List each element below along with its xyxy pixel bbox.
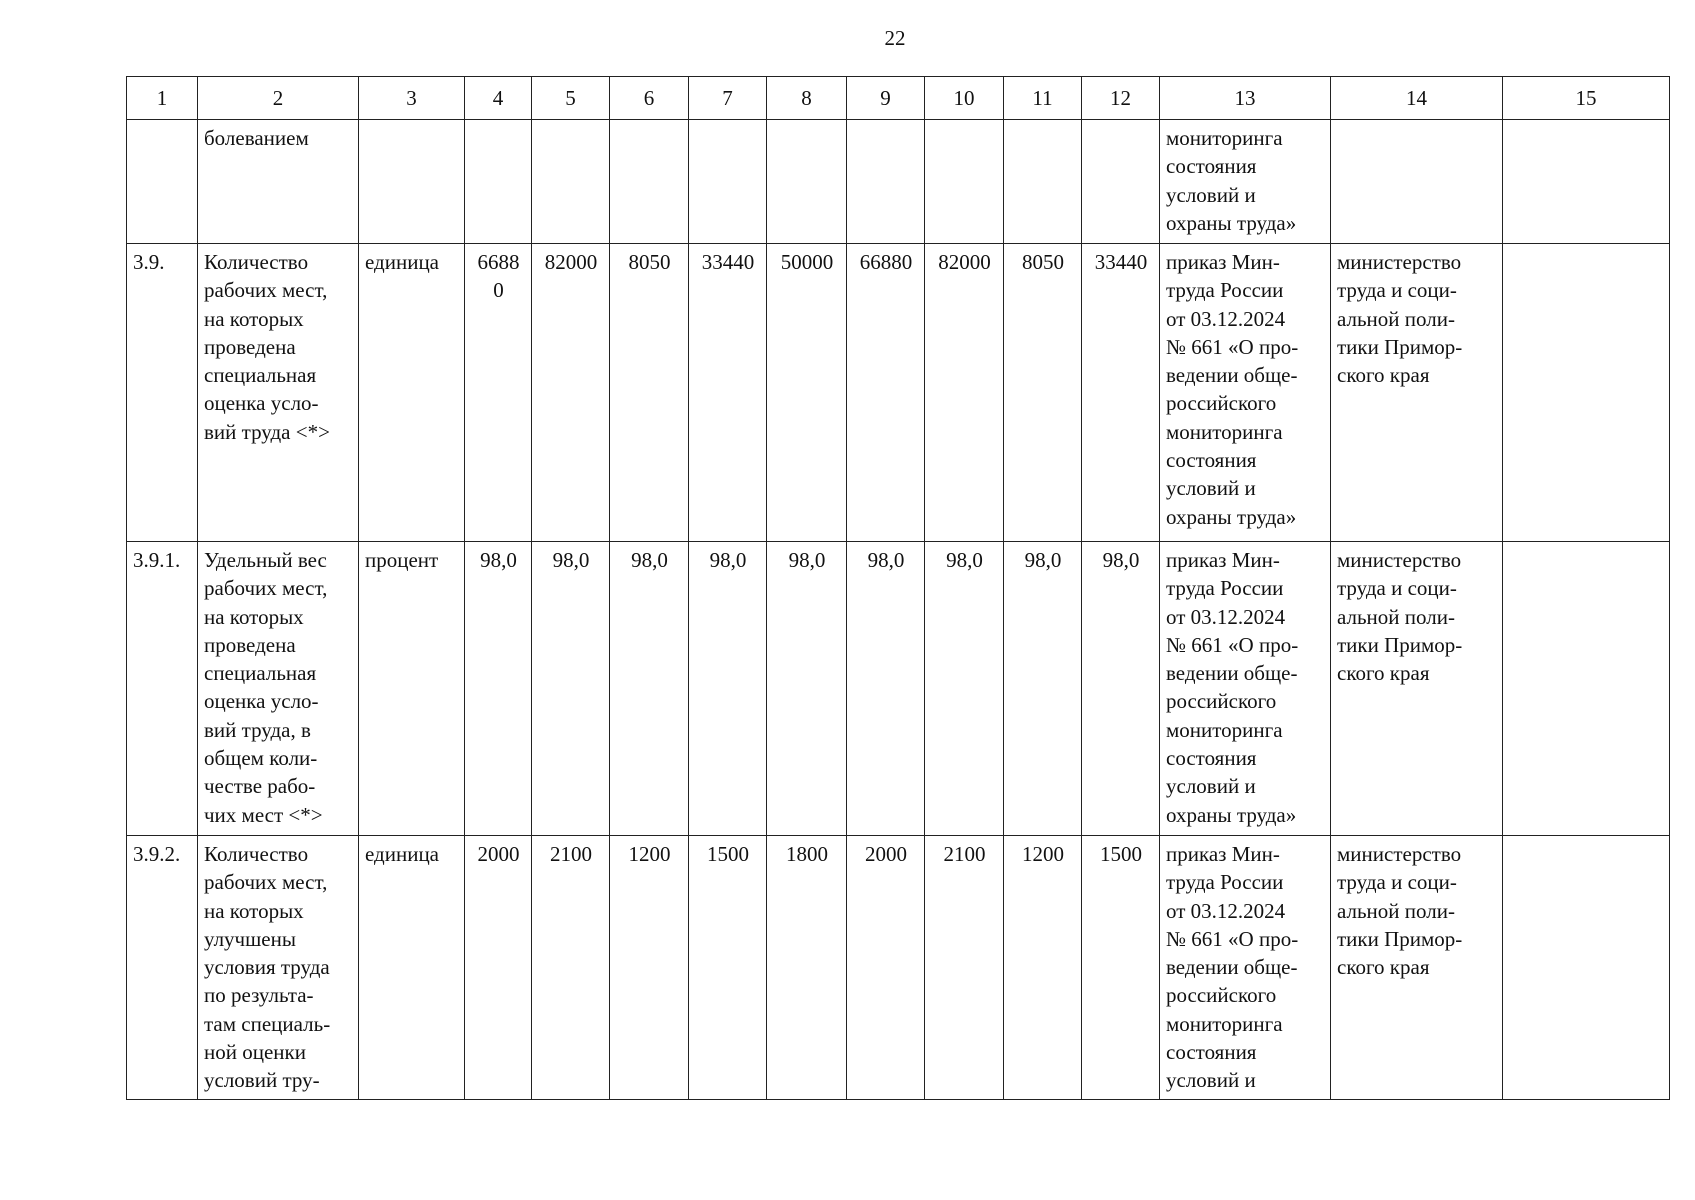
table-cell-col-11: [1004, 836, 1082, 1100]
cell-text-line: 98,0: [946, 548, 983, 572]
column-header-4: 4: [465, 77, 532, 120]
table-cell-col-8: [767, 836, 847, 1100]
cell-text-line: состояния: [1166, 154, 1257, 179]
table-cell-col-5: [532, 542, 610, 836]
table-cell-col-4: [465, 244, 532, 542]
cell-text-line: труда России: [1166, 576, 1284, 601]
cell-text-line: 98,0: [1024, 548, 1062, 572]
cell-text-line: 0: [493, 278, 504, 303]
cell-text-line: оценка усло-: [204, 391, 319, 416]
table-cell-col-14: [1331, 542, 1503, 836]
cell-text-line: специальная: [204, 661, 317, 686]
column-header-9: 9: [847, 77, 925, 120]
table-cell-col-7: [689, 244, 767, 542]
table-cell-col-11: [1004, 542, 1082, 836]
cell-text-line: условий тру-: [204, 1068, 320, 1093]
table-cell-col-8: [767, 120, 847, 244]
cell-text-line: Количество: [204, 250, 309, 274]
cell-text-line: Удельный вес: [204, 548, 327, 572]
cell-text-line: 1200: [1022, 842, 1064, 866]
cell-text-line: тики Примор-: [1337, 632, 1463, 657]
cell-text-line: 33440: [1094, 250, 1148, 274]
cell-text-line: на которых: [204, 898, 304, 923]
cell-text-line: 98,0: [631, 548, 668, 572]
cell-text-line: процент: [365, 548, 439, 572]
table-cell-col-15: [1503, 120, 1670, 244]
cell-text-line: ной оценки: [204, 1040, 306, 1065]
table-cell-col-5: [532, 244, 610, 542]
table-cell-col-7: [689, 542, 767, 836]
table-cell-col-6: [610, 836, 689, 1100]
table-cell-col-12: [1082, 542, 1160, 836]
table-row: [127, 836, 1670, 1100]
table-cell-col-1: [127, 244, 198, 542]
cell-text-line: 2100: [550, 842, 592, 866]
cell-text-line: 2100: [943, 842, 986, 866]
cell-text-line: 66880: [859, 250, 913, 274]
table-cell-col-2: [198, 542, 359, 836]
column-header-10: 10: [925, 77, 1004, 120]
cell-text-line: специальная: [204, 363, 317, 388]
table-cell-col-10: [925, 120, 1004, 244]
cell-text-line: 1500: [1100, 842, 1142, 866]
cell-text-line: честве рабо-: [204, 774, 316, 799]
cell-text-line: от 03.12.2024: [1166, 898, 1286, 923]
table-cell-col-7: [689, 836, 767, 1100]
table-cell-col-3: [359, 244, 465, 542]
cell-text-line: Количество: [204, 842, 309, 866]
cell-text-line: состояния: [1166, 746, 1257, 771]
column-header-2: 2: [198, 77, 359, 120]
cell-text-line: 3.9.: [133, 250, 165, 274]
table-cell-col-15: [1503, 542, 1670, 836]
cell-text-line: 2000: [477, 842, 520, 866]
cell-text-line: проведена: [204, 632, 296, 657]
table-cell-col-12: [1082, 836, 1160, 1100]
table-cell-col-3: [359, 120, 465, 244]
cell-text-line: условий и: [1166, 774, 1256, 799]
column-header-14: 14: [1331, 77, 1503, 120]
cell-text-line: условия труда: [204, 955, 330, 980]
table-cell-col-13: [1160, 836, 1331, 1100]
cell-text-line: на которых: [204, 306, 304, 331]
cell-text-line: мониторинга: [1166, 126, 1283, 150]
cell-text-line: 2000: [865, 842, 907, 866]
cell-text-line: № 661 «О про-: [1166, 632, 1299, 657]
table-cell-col-8: [767, 244, 847, 542]
table-body: [127, 77, 1670, 1100]
cell-text-line: проведена: [204, 334, 296, 359]
cell-text-line: ского края: [1337, 955, 1430, 980]
cell-text-line: 98,0: [480, 548, 517, 572]
indicators-table: [126, 76, 1670, 1100]
cell-text-line: российского: [1166, 689, 1277, 714]
table-cell-col-1: [127, 542, 198, 836]
cell-text-line: болеванием: [204, 126, 309, 150]
table-row: [127, 542, 1670, 836]
cell-text-line: 82000: [938, 250, 991, 274]
column-header-12: 12: [1082, 77, 1160, 120]
table-row: [127, 244, 1670, 542]
table-cell-col-6: [610, 244, 689, 542]
cell-text-line: условий и: [1166, 476, 1256, 501]
cell-text-line: состояния: [1166, 448, 1257, 473]
cell-text-line: приказ Мин-: [1166, 548, 1280, 572]
cell-text-line: мониторинга: [1166, 717, 1283, 742]
table-cell-col-10: [925, 542, 1004, 836]
cell-text-line: ского края: [1337, 363, 1430, 388]
table-cell-col-11: [1004, 244, 1082, 542]
table-cell-col-13: [1160, 244, 1331, 542]
column-header-1: 1: [127, 77, 198, 120]
column-header-6: 6: [610, 77, 689, 120]
cell-text-line: тики Примор-: [1337, 926, 1463, 951]
cell-text-line: там специаль-: [204, 1011, 331, 1036]
cell-text-line: рабочих мест,: [204, 278, 328, 303]
column-header-7: 7: [689, 77, 767, 120]
cell-text-line: тики Примор-: [1337, 334, 1463, 359]
table-cell-col-15: [1503, 244, 1670, 542]
cell-text-line: мониторинга: [1166, 419, 1283, 444]
table-cell-col-4: [465, 120, 532, 244]
cell-text-line: министерство: [1337, 842, 1462, 866]
cell-text-line: 8050: [1022, 250, 1064, 274]
table-cell-col-10: [925, 244, 1004, 542]
header-row: [127, 77, 1670, 120]
cell-text-line: 3.9.1.: [133, 548, 181, 572]
table-cell-col-14: [1331, 244, 1503, 542]
column-header-11: 11: [1004, 77, 1082, 120]
cell-text-line: труда и соци-: [1337, 278, 1457, 303]
cell-text-line: ведении обще-: [1166, 661, 1298, 686]
cell-text-line: 98,0: [867, 548, 905, 572]
cell-text-line: оценка усло-: [204, 689, 319, 714]
table-row: [127, 120, 1670, 244]
cell-text-line: единица: [365, 250, 440, 274]
cell-text-line: чих мест <*>: [204, 802, 323, 827]
cell-text-line: ведении обще-: [1166, 955, 1298, 980]
column-header-13: 13: [1160, 77, 1331, 120]
cell-text-line: 1800: [786, 842, 828, 866]
cell-text-line: труда России: [1166, 278, 1284, 303]
cell-text-line: состояния: [1166, 1040, 1257, 1065]
table-cell-col-6: [610, 542, 689, 836]
table-cell-col-7: [689, 120, 767, 244]
cell-text-line: общем коли-: [204, 746, 318, 771]
table-cell-col-10: [925, 836, 1004, 1100]
cell-text-line: 98,0: [709, 548, 747, 572]
table-cell-col-5: [532, 836, 610, 1100]
cell-text-line: министерство: [1337, 548, 1462, 572]
column-header-8: 8: [767, 77, 847, 120]
table-cell-col-1: [127, 120, 198, 244]
table-cell-col-9: [847, 542, 925, 836]
cell-text-line: труда и соци-: [1337, 870, 1457, 895]
cell-text-line: 3.9.2.: [133, 842, 181, 866]
table-cell-col-13: [1160, 120, 1331, 244]
cell-text-line: рабочих мест,: [204, 576, 328, 601]
column-header-15: 15: [1503, 77, 1670, 120]
cell-text-line: министерство: [1337, 250, 1462, 274]
cell-text-line: 82000: [544, 250, 598, 274]
table-cell-col-11: [1004, 120, 1082, 244]
cell-text-line: от 03.12.2024: [1166, 306, 1286, 331]
cell-text-line: условий и: [1166, 1068, 1256, 1093]
cell-text-line: на которых: [204, 604, 304, 629]
cell-text-line: российского: [1166, 391, 1277, 416]
table-cell-col-3: [359, 836, 465, 1100]
table-cell-col-2: [198, 244, 359, 542]
cell-text-line: 98,0: [552, 548, 590, 572]
table-cell-col-2: [198, 120, 359, 244]
cell-text-line: труда и соци-: [1337, 576, 1457, 601]
table-cell-col-4: [465, 542, 532, 836]
table-cell-col-15: [1503, 836, 1670, 1100]
table-cell-col-5: [532, 120, 610, 244]
cell-text-line: № 661 «О про-: [1166, 334, 1299, 359]
cell-text-line: альной поли-: [1337, 898, 1455, 923]
cell-text-line: № 661 «О про-: [1166, 926, 1299, 951]
cell-text-line: альной поли-: [1337, 306, 1455, 331]
cell-text-line: охраны труда»: [1166, 802, 1297, 827]
cell-text-line: мониторинга: [1166, 1011, 1283, 1036]
cell-text-line: вий труда <*>: [204, 419, 330, 444]
table-cell-col-9: [847, 836, 925, 1100]
cell-text-line: охраны труда»: [1166, 504, 1297, 529]
table-cell-col-3: [359, 542, 465, 836]
cell-text-line: альной поли-: [1337, 604, 1455, 629]
cell-text-line: российского: [1166, 983, 1277, 1008]
table-cell-col-8: [767, 542, 847, 836]
cell-text-line: 98,0: [788, 548, 826, 572]
table-cell-col-12: [1082, 244, 1160, 542]
table-cell-col-14: [1331, 836, 1503, 1100]
cell-text-line: по результа-: [204, 983, 314, 1008]
cell-text-line: 1500: [707, 842, 749, 866]
cell-text-line: охраны труда»: [1166, 210, 1297, 235]
cell-text-line: рабочих мест,: [204, 870, 328, 895]
cell-text-line: ведении обще-: [1166, 363, 1298, 388]
cell-text-line: условий и: [1166, 182, 1256, 207]
page-number: 22: [884, 26, 906, 50]
cell-text-line: от 03.12.2024: [1166, 604, 1286, 629]
cell-text-line: вий труда, в: [204, 717, 311, 742]
cell-text-line: труда России: [1166, 870, 1284, 895]
table-cell-col-1: [127, 836, 198, 1100]
table-cell-col-13: [1160, 542, 1331, 836]
table-cell-col-2: [198, 836, 359, 1100]
cell-text-line: 33440: [701, 250, 755, 274]
cell-text-line: 8050: [628, 250, 671, 274]
cell-text-line: 6688: [477, 250, 520, 274]
table-cell-col-9: [847, 244, 925, 542]
column-header-5: 5: [532, 77, 610, 120]
table-cell-col-14: [1331, 120, 1503, 244]
cell-text-line: улучшены: [204, 926, 296, 951]
cell-text-line: 50000: [780, 250, 834, 274]
table-cell-col-6: [610, 120, 689, 244]
cell-text-line: 1200: [628, 842, 671, 866]
cell-text-line: приказ Мин-: [1166, 250, 1280, 274]
cell-text-line: ского края: [1337, 661, 1430, 686]
cell-text-line: единица: [365, 842, 440, 866]
column-header-3: 3: [359, 77, 465, 120]
table-cell-col-12: [1082, 120, 1160, 244]
cell-text-line: 98,0: [1102, 548, 1140, 572]
table-cell-col-9: [847, 120, 925, 244]
cell-text-line: приказ Мин-: [1166, 842, 1280, 866]
table-cell-col-4: [465, 836, 532, 1100]
